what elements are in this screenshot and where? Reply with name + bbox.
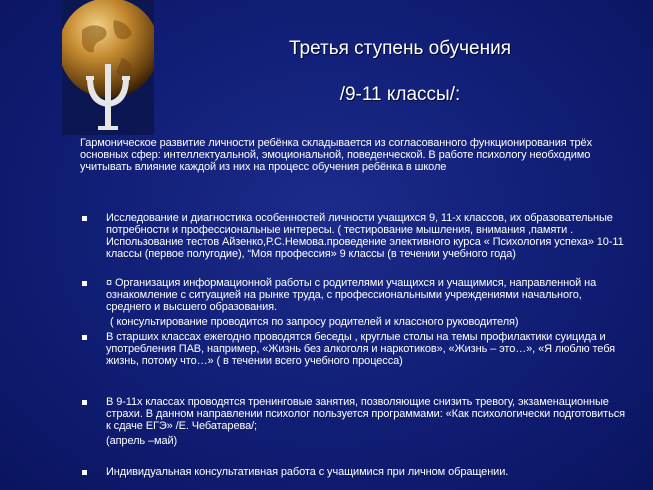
bullet-icon xyxy=(82,281,87,286)
list-item-text: ¤ Организация информационной работы с родителями учащихся и учащимися, направленной на ознакомление с ситуацией на рынке труда, с профессиональными учреждениями начального, среднего и высшего образования. xyxy=(106,277,597,313)
list-item-note: (апрель –май) xyxy=(106,435,178,447)
list-item-text: Индивидуальная консультативная работа с учащимися при личном обращении. xyxy=(106,466,509,478)
list-item xyxy=(82,277,627,328)
list-item xyxy=(82,212,627,260)
list-item xyxy=(82,466,627,478)
list-item-text: Исследование и диагностика особенностей личности учащихся 9, 11-х классов, их образовательные потребности и профессиональные интересы. ( тестирование мышления, внимания ,памяти . Использование тестов Айзенко,Р.С.Немова.проведение элективного курса « Психология успеха» 10-11 классы (первое полугодие), “Моя профессия» 9 классы (в течении учебного года) xyxy=(106,212,624,260)
slide-title: Третья ступень обучения xyxy=(288,38,512,59)
list-item-text: В старших классах ежегодно проводятся беседы , круглые столы на темы профилактики суицида и употребления ПАВ, например, «Жизнь без алкоголя и наркотиков», «Жизнь – это…», «Я люблю тебя жизнь, потому что…» ( в течении всего учебного процесса) xyxy=(106,331,616,367)
list-item xyxy=(82,396,627,447)
list-item-text: В 9-11х классах проводятся тренинговые занятия, позволяющие снизить тревогу, экзаменационные страхи. В данном направлении психолог пользуется программами: «Как психологически подготовиться к сдаче ЕГЭ» /Е. Чебатарева/; xyxy=(106,396,626,432)
intro-paragraph: Гармоническое развитие личности ребёнка складывается из согласованного функционирования трёх основных сфер: интеллектуальной, эмоциональной, поведенческой. В работе психологу необходимо учитывать влияние каждой из них на процесс обучения ребёнка в школе xyxy=(80,137,592,173)
bullet-icon xyxy=(82,216,87,221)
bullet-icon xyxy=(82,470,87,475)
list-item-note: ( консультирование проводится по запросу родителей и классного руководителя) xyxy=(110,316,519,328)
globe-psi-icon xyxy=(62,0,154,135)
slide-subtitle: /9-11 классы/: xyxy=(339,84,461,105)
bullet-icon xyxy=(82,400,87,405)
bullet-icon xyxy=(82,335,87,340)
list-item xyxy=(82,331,627,367)
